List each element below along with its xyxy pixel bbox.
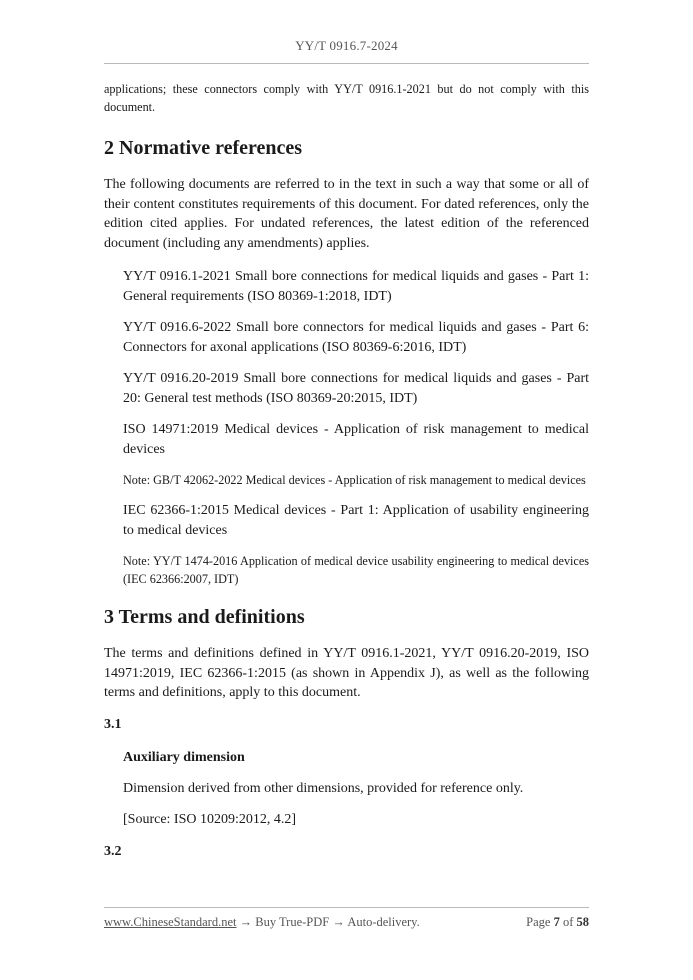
term-definition: Dimension derived from other dimensions, provided for reference only. — [123, 780, 524, 796]
page-label: Page — [526, 915, 551, 929]
reference-item: YY/T 0916.1-2021 Small bore connections for medical liquids and gases - Part 1: General requirements (ISO 80369-1:2018, IDT) — [123, 269, 589, 304]
header-divider — [104, 63, 589, 64]
reference-note: Note: GB/T 42062-2022 Medical devices - Application of risk management to medical devices — [123, 473, 586, 487]
page-current: 7 — [553, 915, 560, 929]
arrow-icon: → — [239, 915, 253, 929]
page-total: 58 — [576, 915, 589, 929]
intro-continuation: applications; these connectors comply with YY/T 0916.1-2021 but do not comply with this document. — [104, 82, 589, 114]
running-header: YY/T 0916.7-2024 — [295, 38, 398, 53]
of-label: of — [562, 915, 574, 929]
reference-item: YY/T 0916.20-2019 Small bore connections for medical liquids and gases - Part 20: General test methods (ISO 80369-20:2015, IDT) — [123, 371, 589, 406]
section-3-heading: 3 Terms and definitions — [104, 606, 305, 628]
section-3-paragraph: The terms and definitions defined in YY/T 0916.1-2021, YY/T 0916.20-2019, ISO 14971:2019, IEC 62366-1:2015 (as shown in Appendix J), as well as the following terms and definitions, apply to this document. — [104, 646, 589, 700]
page-footer — [104, 915, 589, 930]
auto-delivery-text: Auto-delivery. — [347, 915, 420, 929]
reference-item: YY/T 0916.6-2022 Small bore connectors for medical liquids and gases - Part 6: Connectors for axonal applications (ISO 80369-6:2016, IDT) — [123, 320, 589, 355]
buy-link[interactable]: Buy True-PDF — [255, 915, 330, 929]
section-2-heading: 2 Normative references — [104, 137, 303, 159]
section-2-paragraph: The following documents are referred to in the text in such a way that some or all of their content constitutes requirements of this document. For dated references, only the edition cited applies. For undated references, the latest edition of the referenced document (including any amendments) applies. — [104, 177, 589, 251]
footer-divider — [104, 907, 589, 908]
footer-promo — [104, 915, 420, 930]
reference-note: Note: YY/T 1474-2016 Application of medical device usability engineering to medical devices (IEC 62366:2007, IDT) — [123, 554, 589, 586]
term-name: Auxiliary dimension — [123, 749, 245, 765]
site-link[interactable]: www.ChineseStandard.net — [104, 915, 237, 929]
page-content — [104, 80, 589, 861]
page-indicator — [526, 915, 589, 930]
reference-item: ISO 14971:2019 Medical devices - Application of risk management to medical devices — [123, 422, 589, 457]
term-number: 3.1 — [104, 716, 122, 732]
reference-item: IEC 62366-1:2015 Medical devices - Part 1: Application of usability engineering to medical devices — [123, 503, 589, 538]
term-number: 3.2 — [104, 843, 122, 859]
arrow-icon: → — [332, 915, 345, 929]
term-source: [Source: ISO 10209:2012, 4.2] — [123, 812, 297, 827]
